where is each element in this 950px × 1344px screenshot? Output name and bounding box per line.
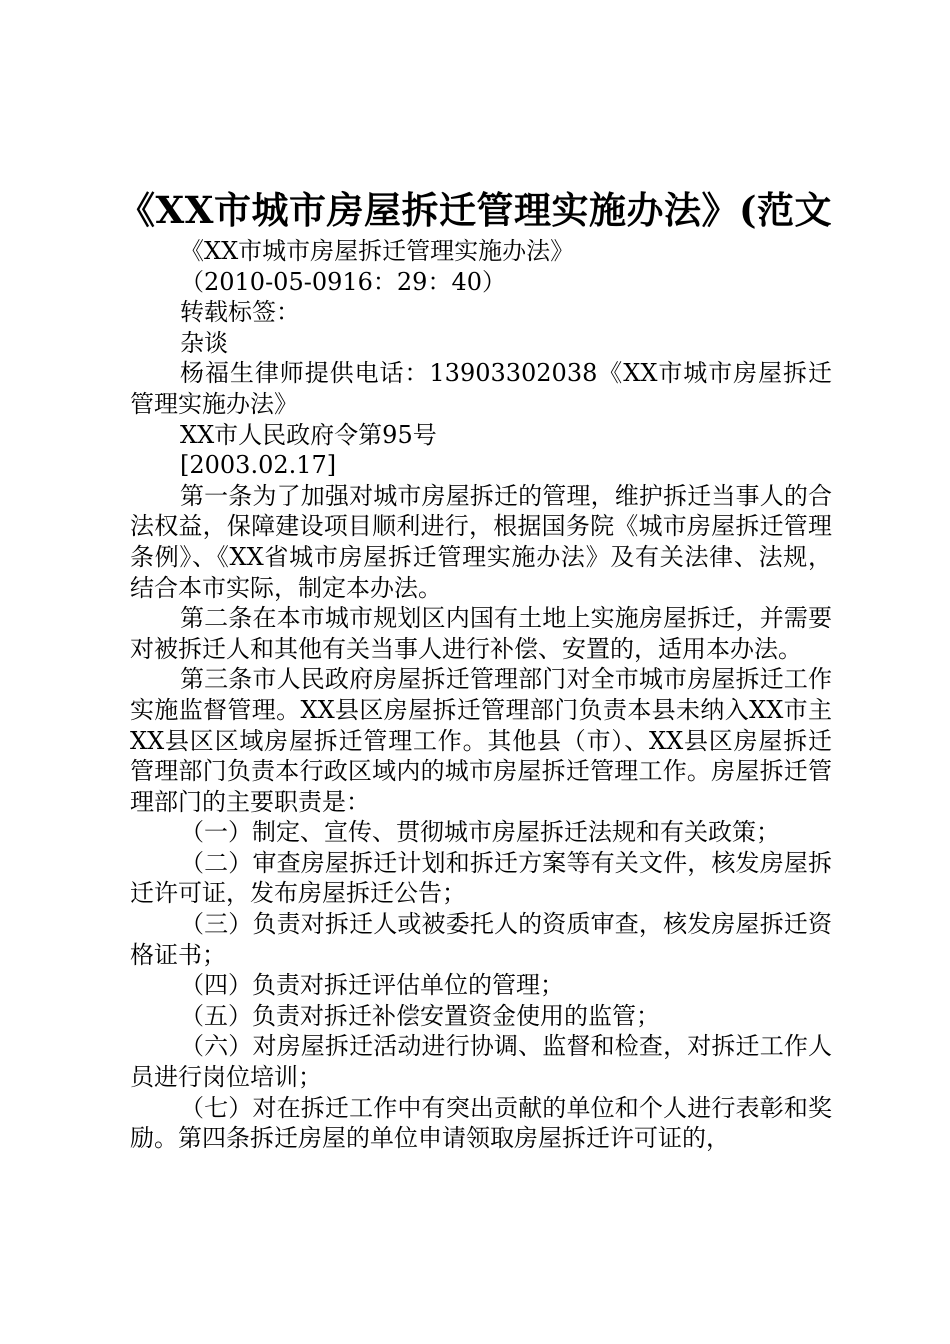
document-title: 《XX市城市房屋拆迁管理实施办法》(范文 xyxy=(118,188,832,232)
paragraph-tag: 杂谈 xyxy=(180,328,228,357)
paragraph-duty-3: （三）负责对拆迁人或被委托人的资质审查，核发房屋拆迁资格证书； xyxy=(130,910,832,969)
paragraph-article-1: 第一条为了加强对城市房屋拆迁的管理，维护拆迁当事人的合法权益，保障建设项目顺利进行，根据国务院《城市房屋拆迁管理条例》、《XX省城市房屋拆迁管理实施办法》及有关法律、法规，结合本市实际，制定本办法。 xyxy=(130,481,832,602)
paragraph-duty-1: （一）制定、宣传、贯彻城市房屋拆迁法规和有关政策； xyxy=(180,818,780,847)
paragraph-decree-date: [2003.02.17] xyxy=(180,451,337,480)
paragraph-duty-2: （二）审查房屋拆迁计划和拆迁方案等有关文件，核发房屋拆迁许可证，发布房屋拆迁公告； xyxy=(130,848,832,908)
paragraph-article-3: 第三条市人民政府房屋拆迁管理部门对全市城市房屋拆迁工作实施监督管理。XX县区房屋拆迁管理部门负责本县未纳入XX市主XX县区区域房屋拆迁管理工作。其他县（市）、XX县区房屋拆迁管理部门负责本行政区域内的城市房屋拆迁管理工作。房屋拆迁管理部门的主要职责是： xyxy=(130,665,832,816)
paragraph-timestamp: （2010-05-0916：29：40） xyxy=(180,267,506,296)
paragraph-subtitle: 《XX市城市房屋拆迁管理实施办法》 xyxy=(180,237,575,265)
paragraph-lawyer-contact: 杨福生律师提供电话：13903302038《XX市城市房屋拆迁管理实施办法》 xyxy=(130,359,832,418)
paragraph-tags-label: 转载标签： xyxy=(180,298,300,327)
paragraph-decree-number: XX市人民政府令第95号 xyxy=(180,420,437,449)
paragraph-duty-6: （六）对房屋拆迁活动进行协调、监督和检查，对拆迁工作人员进行岗位培训； xyxy=(130,1032,832,1092)
paragraph-duty-5: （五）负责对拆迁补偿安置资金使用的监管； xyxy=(180,1001,660,1030)
paragraph-article-2: 第二条在本市城市规划区内国有土地上实施房屋拆迁，并需要对被拆迁人和其他有关当事人进行补偿、安置的，适用本办法。 xyxy=(130,604,832,663)
paragraph-duty-4: （四）负责对拆迁评估单位的管理； xyxy=(180,971,564,1000)
paragraph-duty-7: （七）对在拆迁工作中有突出贡献的单位和个人进行表彰和奖励。第四条拆迁房屋的单位申请领取房屋拆迁许可证的， xyxy=(130,1093,832,1153)
document-body xyxy=(130,236,832,1154)
